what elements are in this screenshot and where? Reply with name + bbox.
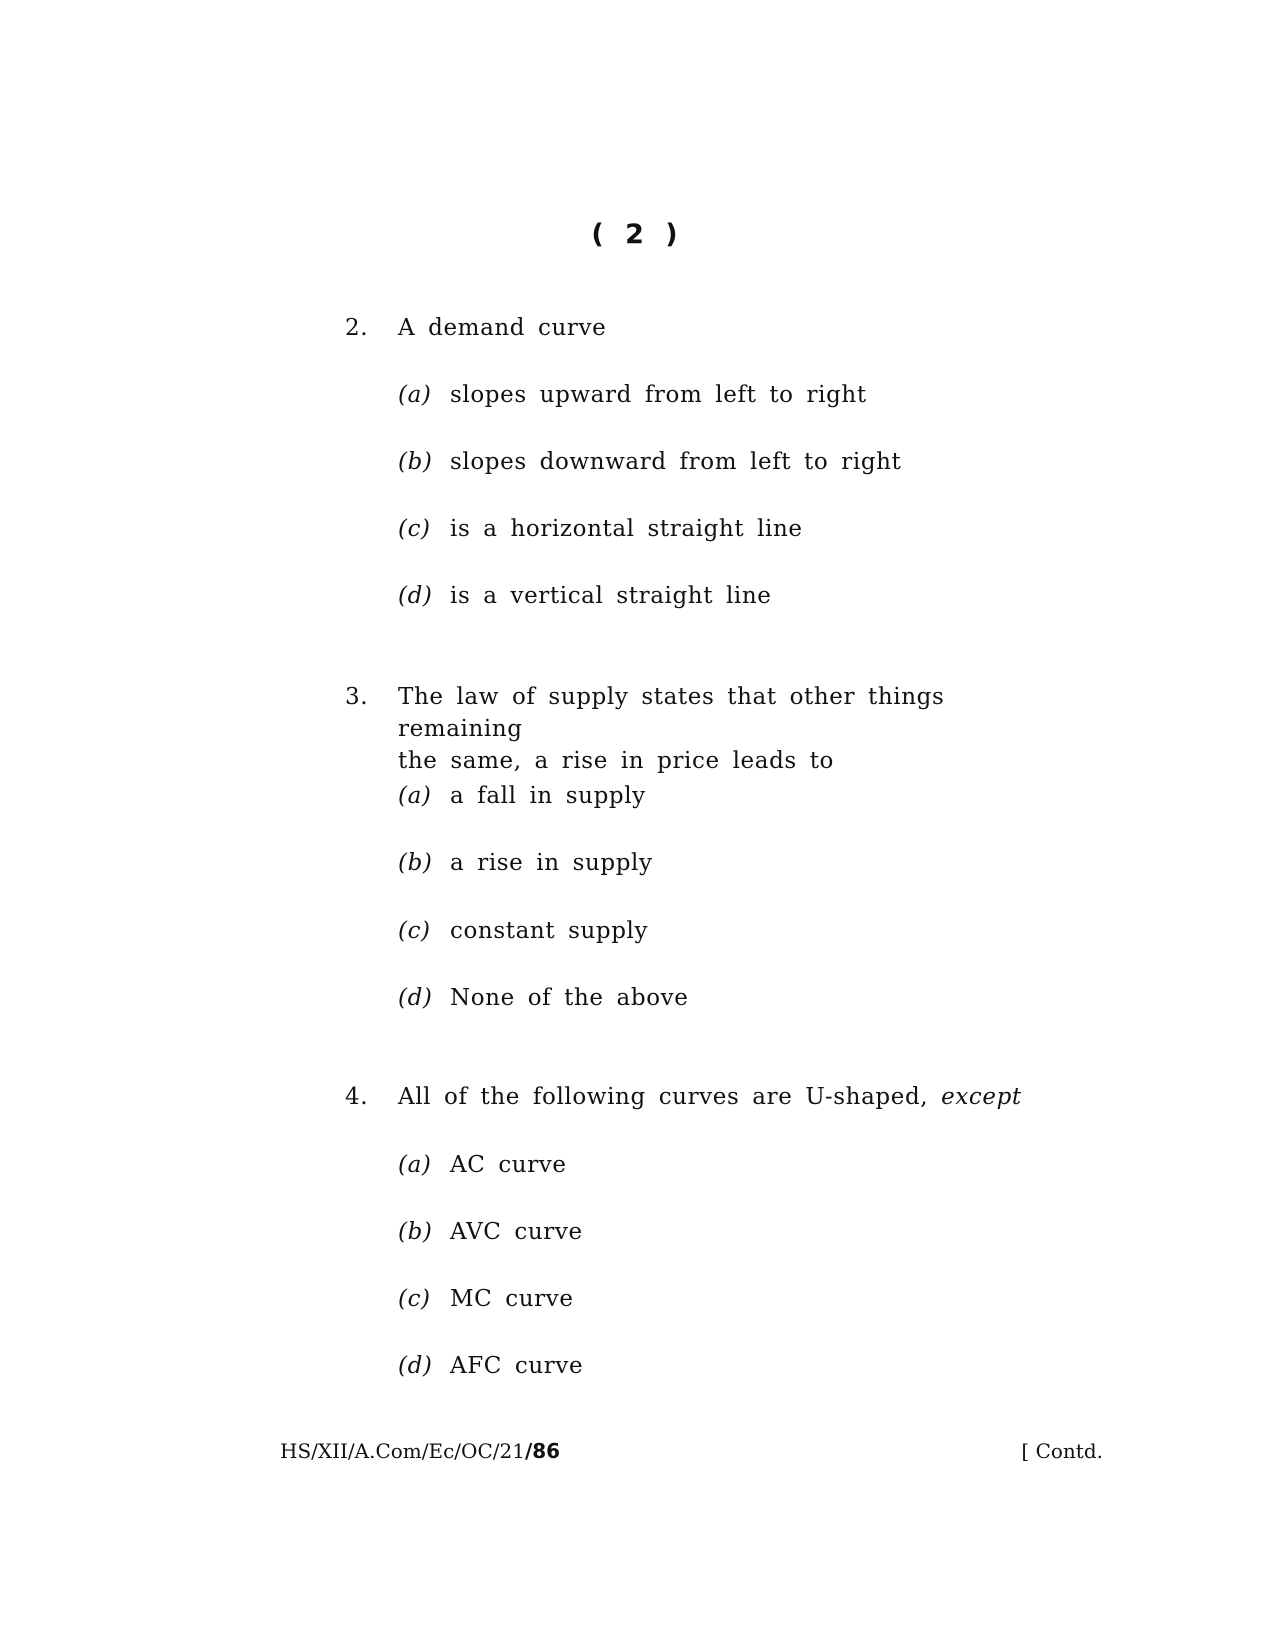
option-label: (d) [398,985,433,1011]
page-number: ( 2 ) [591,219,684,250]
option-d [398,580,772,612]
option-b [398,847,653,879]
option-label: (a) [398,783,432,809]
option-text: AFC curve [450,1353,584,1379]
option-label: (a) [398,1152,432,1178]
question-stem [345,312,1065,344]
option-text: AC curve [450,1152,567,1178]
option-text: a fall in supply [450,783,646,809]
option-label: (c) [398,516,431,542]
option-text: MC curve [450,1286,574,1312]
option-b [398,446,901,478]
question-text-emphasis: except [941,1084,1022,1110]
question-text [398,1081,1065,1113]
option-label: (d) [398,583,433,609]
question-text: A demand curve [398,315,607,341]
option-a [398,1149,567,1181]
question-stem [345,1081,1065,1113]
option-d [398,1350,583,1382]
question-number: 3. [345,684,369,710]
option-text: AVC curve [450,1219,583,1245]
question-text-line-1: The law of supply states that other things remaining [398,684,945,742]
option-text: None of the above [450,985,689,1011]
option-label: (b) [398,1219,433,1245]
option-c [398,915,648,947]
option-text: a rise in supply [450,850,653,876]
option-b [398,1216,583,1248]
option-text: slopes upward from left to right [450,382,867,408]
paper-code-prefix: HS/XII/A.Com/Ec/OC/21 [280,1439,525,1463]
question-3 [345,681,1065,1011]
paper-code-suffix: /86 [524,1439,561,1463]
option-d [398,982,688,1014]
paper-code [280,1437,560,1465]
option-label: (d) [398,1353,433,1379]
option-text: is a horizontal straight line [450,516,803,542]
option-a [398,379,867,411]
question-number: 4. [345,1084,369,1110]
option-label: (c) [398,918,431,944]
option-a [398,780,646,812]
continued-marker: [ Contd. [1021,1439,1103,1463]
question-stem [345,681,1065,777]
option-text: is a vertical straight line [450,583,772,609]
option-label: (b) [398,850,433,876]
option-text: slopes downward from left to right [450,449,902,475]
question-text-main: All of the following curves are U-shaped, [398,1084,929,1110]
question-4 [345,1081,1065,1381]
option-label: (a) [398,382,432,408]
option-label: (c) [398,1286,431,1312]
option-c [398,1283,574,1315]
option-text: constant supply [450,918,649,944]
option-label: (b) [398,449,433,475]
question-2 [345,312,1065,612]
option-c [398,513,803,545]
question-number: 2. [345,315,369,341]
question-text-line-2: the same, a rise in price leads to [398,748,835,774]
